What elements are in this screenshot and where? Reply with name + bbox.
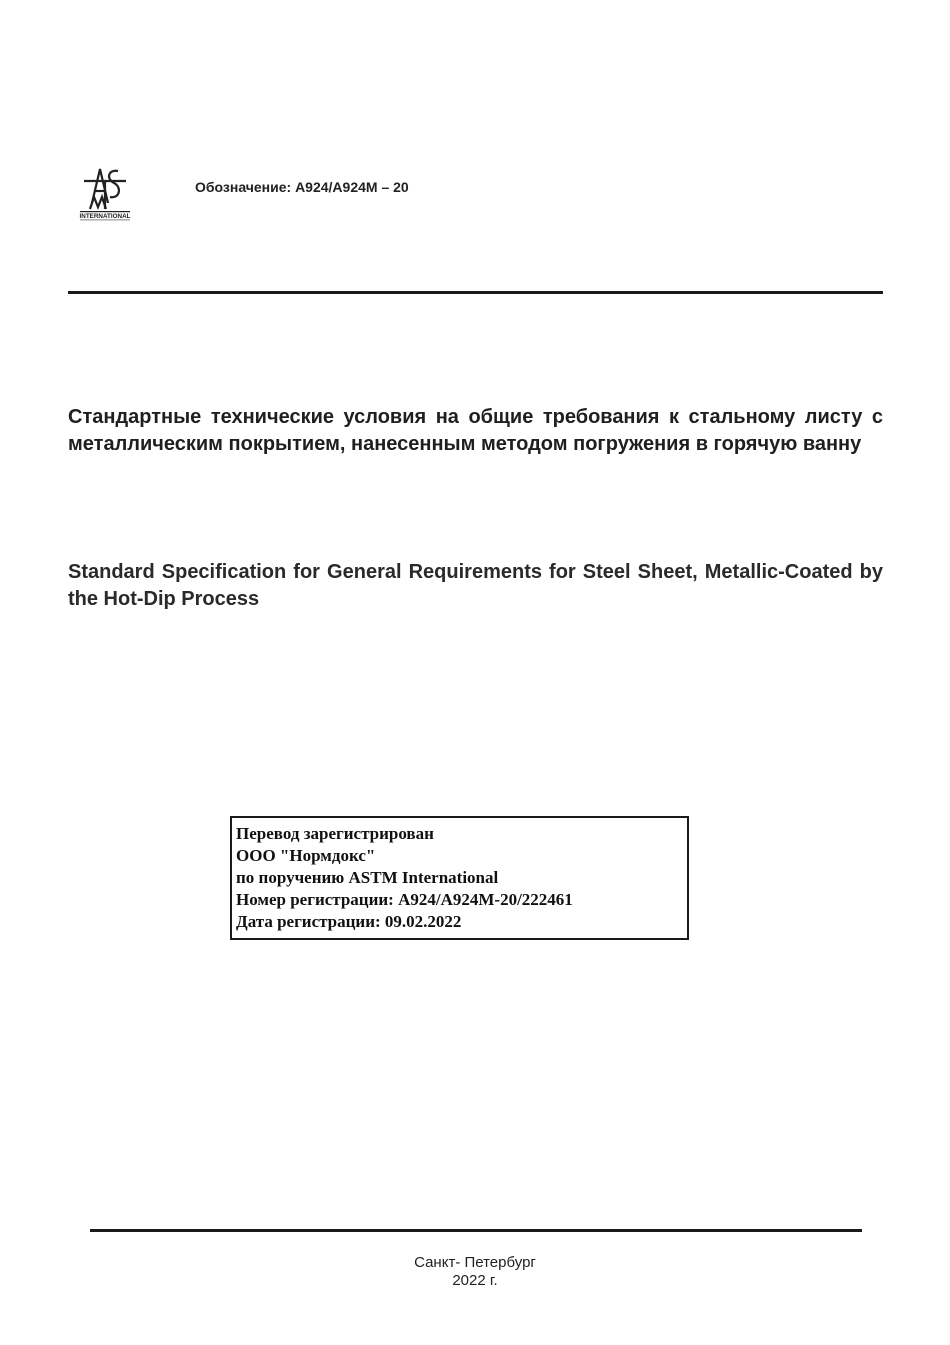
registration-line: Перевод зарегистрирован xyxy=(236,824,434,843)
footer-divider xyxy=(90,1229,862,1232)
footer-year: 2022 г. xyxy=(452,1272,498,1289)
footer-city: Санкт- Петербург xyxy=(414,1254,536,1271)
document-designation: Обозначение: A924/A924M – 20 xyxy=(195,179,409,195)
astm-logo xyxy=(78,163,132,223)
astm-logo-icon xyxy=(78,163,132,223)
registration-box xyxy=(230,816,689,940)
svg-text:INTERNATIONAL: INTERNATIONAL xyxy=(79,213,131,220)
registration-line: Номер регистрации: A924/A924M-20/222461 xyxy=(236,890,573,909)
registration-line: Дата регистрации: 09.02.2022 xyxy=(236,912,462,931)
registration-line: по поручению ASTM International xyxy=(236,868,499,887)
registration-line: ООО "Нормдокс" xyxy=(236,846,376,865)
title-english: Standard Specification for General Requirements for Steel Sheet, Metallic-Coated by the Hot-Dip Process xyxy=(68,561,883,610)
title-russian: Стандартные технические условия на общие требования к стальному листу с металлическим покрытием, нанесенным методом погружения в горячую ванну xyxy=(68,406,883,455)
header-divider xyxy=(68,291,883,294)
